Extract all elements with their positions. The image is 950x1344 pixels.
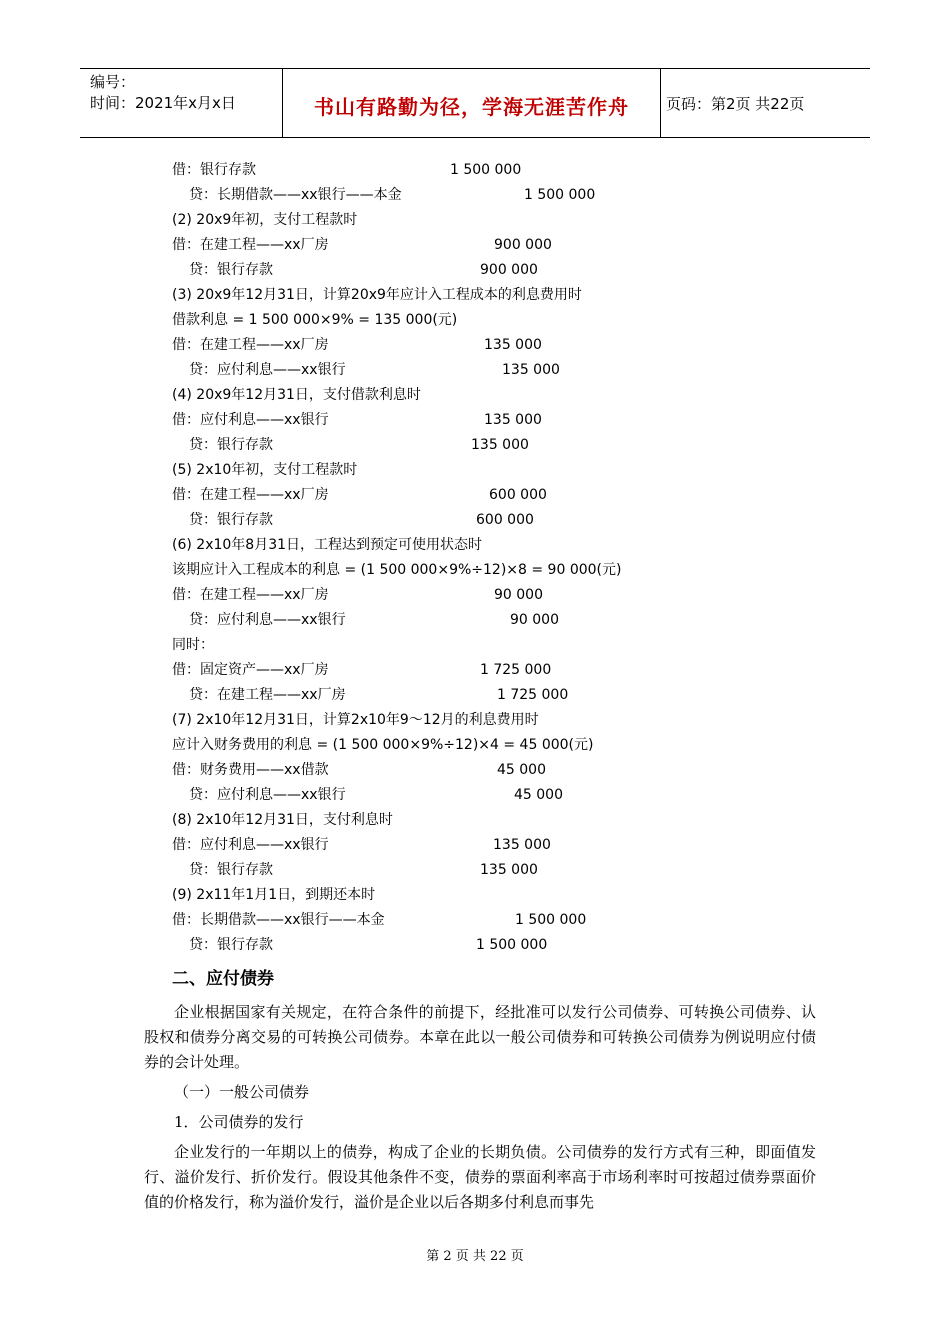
- journal-line-text: 贷：银行存款: [189, 512, 273, 528]
- journal-line-text: 借：在建工程——xx厂房: [172, 587, 329, 603]
- journal-line-text: 借：在建工程——xx厂房: [172, 237, 329, 253]
- journal-line: [172, 459, 812, 481]
- journal-line: [172, 834, 812, 856]
- journal-line-amount: 135 000: [480, 862, 538, 878]
- header-meta-cell: [80, 69, 283, 137]
- journal-line: [172, 284, 812, 306]
- journal-line-amount: 135 000: [471, 437, 529, 453]
- journal-line-text: 贷：长期借款——xx银行——本金: [189, 187, 402, 203]
- journal-line: [172, 409, 812, 431]
- journal-line: [172, 709, 812, 731]
- journal-line: [172, 434, 812, 456]
- journal-line: [172, 509, 812, 531]
- document-number-label: 编号：: [90, 73, 136, 91]
- journal-line-text: 借：固定资产——xx厂房: [172, 662, 329, 678]
- journal-line-amount: 600 000: [476, 512, 534, 528]
- journal-line: [172, 559, 812, 581]
- journal-line-amount: 900 000: [494, 237, 552, 253]
- document-time-label: 时间：2021年x月x日: [90, 94, 236, 112]
- journal-line-amount: 90 000: [510, 612, 559, 628]
- journal-line-text: 借：财务费用——xx借款: [172, 762, 329, 778]
- journal-line-text: 贷：银行存款: [189, 862, 273, 878]
- header-page-cell: [661, 69, 870, 137]
- journal-line-text: 借款利息 = 1 500 000×9% = 135 000(元): [172, 312, 458, 328]
- journal-line-amount: 135 000: [484, 412, 542, 428]
- page-header: [80, 68, 870, 138]
- journal-line-amount: 135 000: [502, 362, 560, 378]
- journal-line: [172, 909, 812, 931]
- journal-line-amount: 1 500 000: [476, 937, 548, 953]
- journal-line-text: (7) 2x10年12月31日，计算2x10年9～12月的利息费用时: [172, 712, 539, 728]
- journal-line-text: (9) 2x11年1月1日，到期还本时: [172, 887, 376, 903]
- journal-line: [172, 859, 812, 881]
- journal-line: [172, 359, 812, 381]
- journal-line: [172, 484, 812, 506]
- journal-line: [172, 384, 812, 406]
- journal-line-amount: 1 725 000: [480, 662, 552, 678]
- journal-line-text: (8) 2x10年12月31日，支付利息时: [172, 812, 393, 828]
- journal-line-amount: 1 500 000: [515, 912, 587, 928]
- journal-line-text: 借：银行存款: [172, 162, 256, 178]
- journal-line: [172, 184, 812, 206]
- journal-line-text: 贷：银行存款: [189, 937, 273, 953]
- journal-line: [172, 634, 812, 656]
- section-title: 二、应付债券: [172, 969, 274, 989]
- journal-line: [172, 884, 812, 906]
- journal-line-amount: 135 000: [484, 337, 542, 353]
- journal-line: [172, 734, 812, 756]
- subsection-heading: （一）一般公司债券: [174, 1083, 310, 1101]
- journal-line-amount: 45 000: [497, 762, 546, 778]
- journal-line: [172, 609, 812, 631]
- journal-line-text: 贷：应付利息——xx银行: [189, 612, 346, 628]
- section-paragraph: 企业发行的一年期以上的债券，构成了企业的长期负债。公司债券的发行方式有三种，即面值发行、溢价发行、折价发行。假设其他条件不变，债券的票面利率高于市场利率时可按超过债券票面价值的价格发行，称为溢价发行，溢价是企业以后各期多付利息而事先: [144, 1143, 816, 1211]
- journal-line-text: (3) 20x9年12月31日，计算20x9年应计入工程成本的利息费用时: [172, 287, 582, 303]
- journal-line-text: 借：在建工程——xx厂房: [172, 487, 329, 503]
- journal-line-text: 贷：在建工程——xx厂房: [189, 687, 346, 703]
- header-motto-cell: [283, 69, 661, 137]
- journal-line-amount: 45 000: [514, 787, 563, 803]
- journal-line-amount: 1 500 000: [450, 162, 522, 178]
- journal-line: [172, 784, 812, 806]
- header-page-number: 页码：第2页 共22页: [666, 95, 805, 113]
- subsection-heading: 1．公司债券的发行: [174, 1113, 304, 1131]
- journal-line-text: 借：应付利息——xx银行: [172, 837, 329, 853]
- journal-line-text: 同时：: [172, 637, 214, 653]
- journal-line: [172, 584, 812, 606]
- journal-line: [172, 259, 812, 281]
- journal-line-text: 贷：应付利息——xx银行: [189, 787, 346, 803]
- journal-line: [172, 234, 812, 256]
- journal-line-text: 贷：银行存款: [189, 437, 273, 453]
- journal-line-text: 应计入财务费用的利息 = (1 500 000×9%÷12)×4 = 45 000(元): [172, 737, 594, 753]
- journal-line-amount: 1 725 000: [497, 687, 569, 703]
- journal-line-amount: 600 000: [489, 487, 547, 503]
- journal-line-text: (4) 20x9年12月31日，支付借款利息时: [172, 387, 421, 403]
- journal-line: [172, 209, 812, 231]
- journal-line-text: (2) 20x9年初，支付工程款时: [172, 212, 358, 228]
- journal-line-text: 借：长期借款——xx银行——本金: [172, 912, 385, 928]
- page-footer: 第 2 页 共 22 页: [426, 1249, 524, 1264]
- journal-line: [172, 309, 812, 331]
- journal-line: [172, 659, 812, 681]
- journal-line: [172, 534, 812, 556]
- journal-line-text: 借：在建工程——xx厂房: [172, 337, 329, 353]
- journal-line-amount: 90 000: [494, 587, 543, 603]
- journal-line-text: 该期应计入工程成本的利息 = (1 500 000×9%÷12)×8 = 90 000(元): [172, 562, 622, 578]
- journal-line: [172, 159, 812, 181]
- journal-line: [172, 334, 812, 356]
- journal-line: [172, 934, 812, 956]
- journal-line-amount: 900 000: [480, 262, 538, 278]
- journal-line-text: 贷：银行存款: [189, 262, 273, 278]
- journal-line-text: (6) 2x10年8月31日，工程达到预定可使用状态时: [172, 537, 483, 553]
- journal-line: [172, 684, 812, 706]
- journal-line-text: 贷：应付利息——xx银行: [189, 362, 346, 378]
- journal-line: [172, 759, 812, 781]
- journal-line-amount: 135 000: [493, 837, 551, 853]
- journal-line: [172, 809, 812, 831]
- section-paragraph: 企业根据国家有关规定，在符合条件的前提下，经批准可以发行公司债券、可转换公司债券、认股权和债券分离交易的可转换公司债券。本章在此以一般公司债券和可转换公司债券为例说明应付债券的会计处理。: [144, 1003, 816, 1071]
- header-motto: 书山有路勤为径，学海无涯苦作舟: [314, 95, 629, 119]
- journal-line-amount: 1 500 000: [524, 187, 596, 203]
- journal-line-text: (5) 2x10年初，支付工程款时: [172, 462, 358, 478]
- journal-line-text: 借：应付利息——xx银行: [172, 412, 329, 428]
